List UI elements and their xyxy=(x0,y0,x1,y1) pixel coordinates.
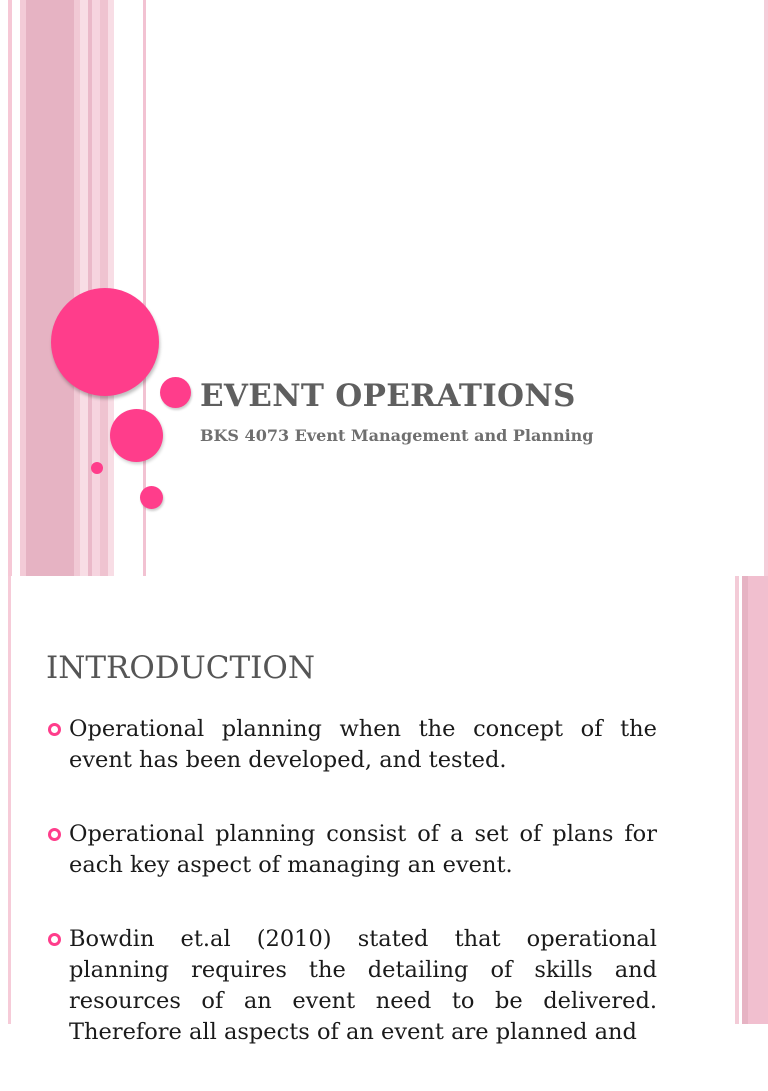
decorative-circle-large xyxy=(51,288,159,396)
decorative-circle xyxy=(110,409,163,462)
decorative-circle xyxy=(160,377,191,408)
ring-bullet-icon xyxy=(48,933,61,946)
decorative-stripe xyxy=(8,576,11,1024)
slide-subtitle: BKS 4073 Event Management and Planning xyxy=(200,426,594,445)
bullet-text: Bowdin et.al (2010) stated that operational planning requires the detailing of skills and resources of an event need to be delivered. Therefore all aspects of an event are planned and xyxy=(69,926,657,1045)
list-item xyxy=(46,714,657,776)
decorative-stripe xyxy=(748,576,768,1024)
slide-title: EVENT OPERATIONS xyxy=(200,378,576,414)
section-title: INTRODUCTION xyxy=(46,650,315,686)
decorative-circle-small xyxy=(91,462,103,474)
decorative-circle xyxy=(140,486,163,509)
decorative-stripe xyxy=(80,0,88,576)
ring-bullet-icon xyxy=(48,723,61,736)
bullet-list xyxy=(46,714,657,1091)
decorative-stripe xyxy=(26,0,74,576)
list-item xyxy=(46,924,657,1048)
bullet-text: Operational planning consist of a set of plans for each key aspect of managing an event. xyxy=(69,821,657,878)
decorative-stripe xyxy=(8,0,12,576)
decorative-stripe xyxy=(764,0,768,576)
list-item xyxy=(46,819,657,881)
decorative-stripe xyxy=(735,576,739,1024)
bullet-text: Operational planning when the concept of the event has been developed, and tested. xyxy=(69,716,657,773)
ring-bullet-icon xyxy=(48,828,61,841)
